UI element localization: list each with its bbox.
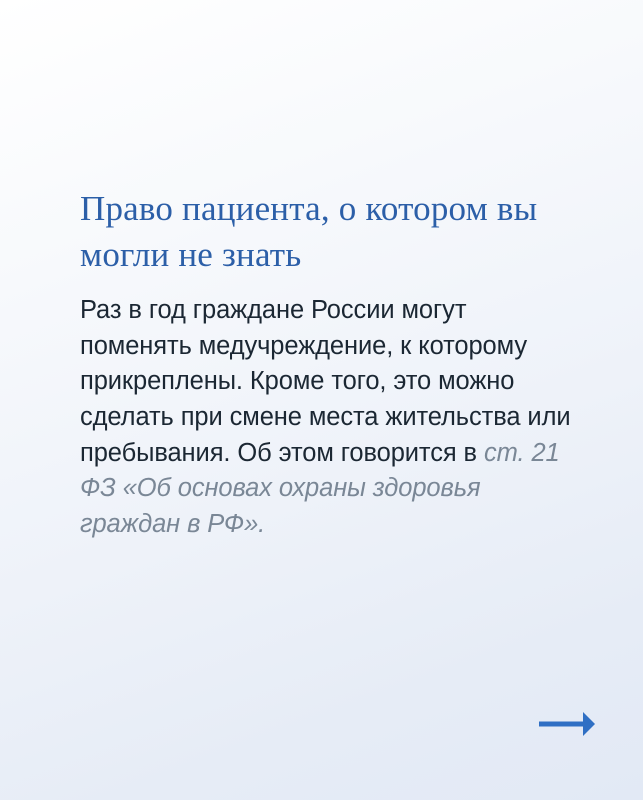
- arrow-right-icon: [535, 704, 597, 744]
- law-citation-text: ст. 21 ФЗ «Об основах охраны здоровья граждан в РФ».: [80, 438, 560, 539]
- body-paragraph: [80, 293, 580, 543]
- slide-content: [80, 186, 580, 543]
- next-slide-button[interactable]: [531, 700, 601, 748]
- page-title: Право пациента, о котором вы могли не знать: [80, 189, 538, 274]
- body-lead-text: Раз в год граждане России могут поменять медучреждение, к которому прикреплены. Кроме того, это можно сделать при смене места жительства или пребывания. Об этом говорится в: [80, 296, 571, 467]
